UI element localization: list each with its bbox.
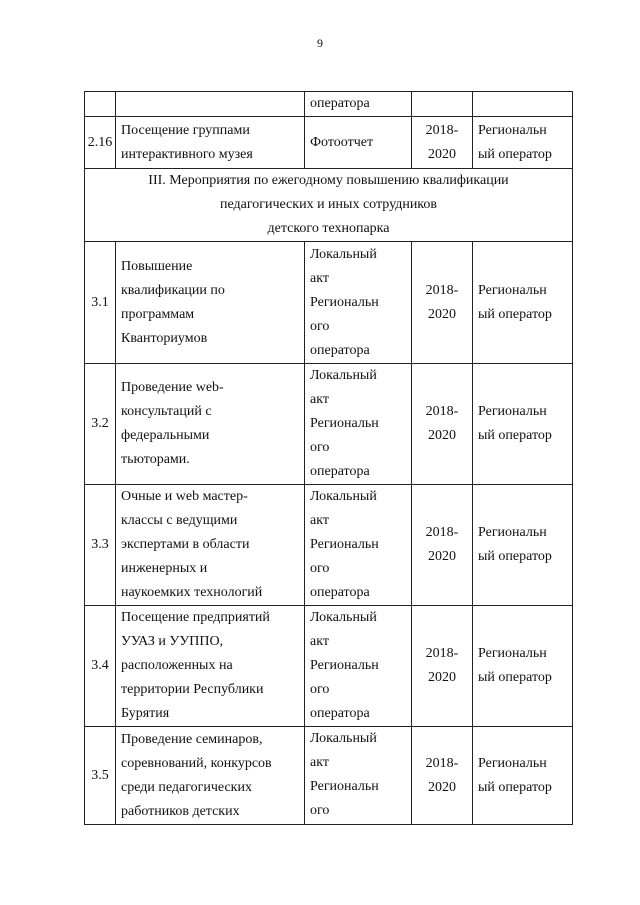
cell-responsible: [473, 485, 573, 606]
cell-result: [305, 606, 412, 727]
cell-name: [116, 606, 305, 727]
cell-text: Локальный: [310, 368, 377, 383]
table-row-continuation: [85, 92, 573, 117]
cell-name: [116, 242, 305, 364]
cell-text: ого: [310, 682, 330, 697]
cell-text: инженерных и: [121, 561, 208, 576]
cell-text: Региональн: [310, 537, 379, 552]
cell-text: Локальный: [310, 610, 377, 625]
cell-text: программам: [121, 306, 195, 322]
cell-num: 3.2: [85, 364, 116, 485]
cell-text: акт: [310, 755, 329, 770]
table-row-2-16: [85, 117, 573, 169]
cell-period: [412, 117, 473, 169]
cell-text: работников детских: [121, 803, 240, 819]
cell-result: [305, 92, 412, 117]
cell-text: ого: [310, 803, 330, 818]
cell-text: квалификации по: [121, 282, 225, 298]
cell-text: 2018-: [425, 122, 459, 138]
cell-text: 2018-: [425, 755, 459, 771]
cell-period: [412, 606, 473, 727]
cell-text: Фотоотчет: [310, 134, 374, 150]
cell-text: акт: [310, 634, 329, 649]
cell-num: 3.5: [85, 727, 116, 825]
cell-text: акт: [310, 270, 329, 286]
cell-result: [305, 485, 412, 606]
cell-text: территории Республики: [121, 682, 264, 697]
cell-text: Региональн: [478, 525, 547, 540]
cell-text: ый оператор: [478, 306, 552, 322]
cell-text: Проведение семинаров,: [121, 731, 263, 747]
cell-text: ый оператор: [478, 146, 552, 162]
cell-text: ый оператор: [478, 428, 552, 443]
cell-text: 2020: [428, 146, 456, 162]
cell-text: Региональн: [478, 122, 547, 138]
cell-text: Посещение группами: [121, 122, 250, 138]
cell-text: Региональн: [478, 404, 547, 419]
section-title-line: III. Мероприятия по ежегодному повышению квалификации: [148, 173, 509, 188]
table-row: [85, 485, 573, 606]
cell-text: Локальный: [310, 246, 377, 262]
cell-text: Региональн: [478, 755, 547, 771]
cell-text: ый оператор: [478, 549, 552, 564]
cell-text: ый оператор: [478, 670, 552, 685]
cell-text: 2018-: [425, 404, 459, 419]
cell-text: ого: [310, 318, 330, 334]
cell-text: 2018-: [425, 282, 459, 298]
cell-text: соревнований, конкурсов: [121, 755, 272, 771]
cell-num: 3.1: [85, 242, 116, 364]
section-title: [85, 169, 573, 242]
cell-result: [305, 117, 412, 169]
cell-text: 2020: [428, 779, 456, 795]
table-row: [85, 364, 573, 485]
cell-text: Очные и web мастер-: [121, 489, 248, 504]
cell-text: 2020: [428, 670, 456, 685]
cell-responsible: [473, 727, 573, 825]
cell-text: наукоемких технологий: [121, 585, 263, 600]
cell-name: [116, 364, 305, 485]
cell-text: Региональн: [478, 646, 547, 661]
cell-period: [412, 242, 473, 364]
cell-text: 2020: [428, 306, 456, 322]
table-row: [85, 242, 573, 364]
cell-text: ого: [310, 440, 330, 455]
cell-text: Региональн: [478, 282, 547, 298]
cell-text: среди педагогических: [121, 779, 252, 795]
cell-name: [116, 485, 305, 606]
cell-period: [412, 727, 473, 825]
cell-text: экспертами в области: [121, 537, 250, 552]
table-row: [85, 606, 573, 727]
cell-num: [85, 92, 116, 117]
cell-text: Региональн: [310, 294, 379, 310]
cell-text: Локальный: [310, 489, 377, 504]
cell-name: [116, 727, 305, 825]
cell-text: тьюторами.: [121, 452, 190, 467]
cell-text: УУАЗ и УУППО,: [121, 634, 224, 649]
cell-text: Бурятия: [121, 706, 170, 721]
cell-result: [305, 364, 412, 485]
cell-period: [412, 92, 473, 117]
cell-text: Кванториумов: [121, 330, 208, 346]
cell-text: Посещение предприятий: [121, 610, 270, 625]
cell-text: расположенных на: [121, 658, 233, 673]
cell-responsible: [473, 606, 573, 727]
cell-period: [412, 364, 473, 485]
cell-name: [116, 117, 305, 169]
cell-text: консультаций с: [121, 404, 212, 419]
cell-text: 2018-: [425, 646, 459, 661]
activities-table: [84, 91, 573, 825]
cell-text: 2020: [428, 428, 456, 443]
cell-text: акт: [310, 392, 329, 407]
section-header-row: [85, 169, 573, 242]
cell-text: 2020: [428, 549, 456, 564]
cell-text: оператора: [310, 464, 370, 479]
cell-responsible: [473, 242, 573, 364]
cell-result: [305, 242, 412, 364]
table-row: [85, 727, 573, 825]
cell-text: акт: [310, 513, 329, 528]
cell-text: Повышение: [121, 258, 193, 274]
cell-responsible: [473, 92, 573, 117]
cell-text: ый оператор: [478, 779, 552, 795]
cell-text: Локальный: [310, 731, 377, 746]
cell-num: 2.16: [85, 117, 116, 169]
cell-text: Региональн: [310, 779, 379, 794]
cell-text: 2018-: [425, 525, 459, 540]
cell-text: Региональн: [310, 416, 379, 431]
cell-responsible: [473, 117, 573, 169]
cell-text: федеральными: [121, 428, 210, 443]
cell-responsible: [473, 364, 573, 485]
cell-result: [305, 727, 412, 825]
cell-num: 3.4: [85, 606, 116, 727]
section-title-line: педагогических и иных сотрудников: [219, 197, 438, 212]
page-number: 9: [317, 36, 323, 50]
cell-text: оператора: [310, 342, 370, 358]
cell-text: ого: [310, 561, 330, 576]
cell-text: оператора: [310, 585, 370, 600]
cell-num: 3.3: [85, 485, 116, 606]
section-title-line: детского технопарка: [267, 221, 390, 236]
cell-text: оператора: [310, 706, 370, 721]
cell-text: классы с ведущими: [121, 513, 238, 528]
table-body: [85, 92, 573, 825]
cell-text: интерактивного музея: [121, 146, 253, 162]
cell-text: Проведение web-: [121, 380, 224, 395]
cell-name: [116, 92, 305, 117]
cell-text: Региональн: [310, 658, 379, 673]
cell-text: оператора: [310, 96, 370, 111]
cell-period: [412, 485, 473, 606]
